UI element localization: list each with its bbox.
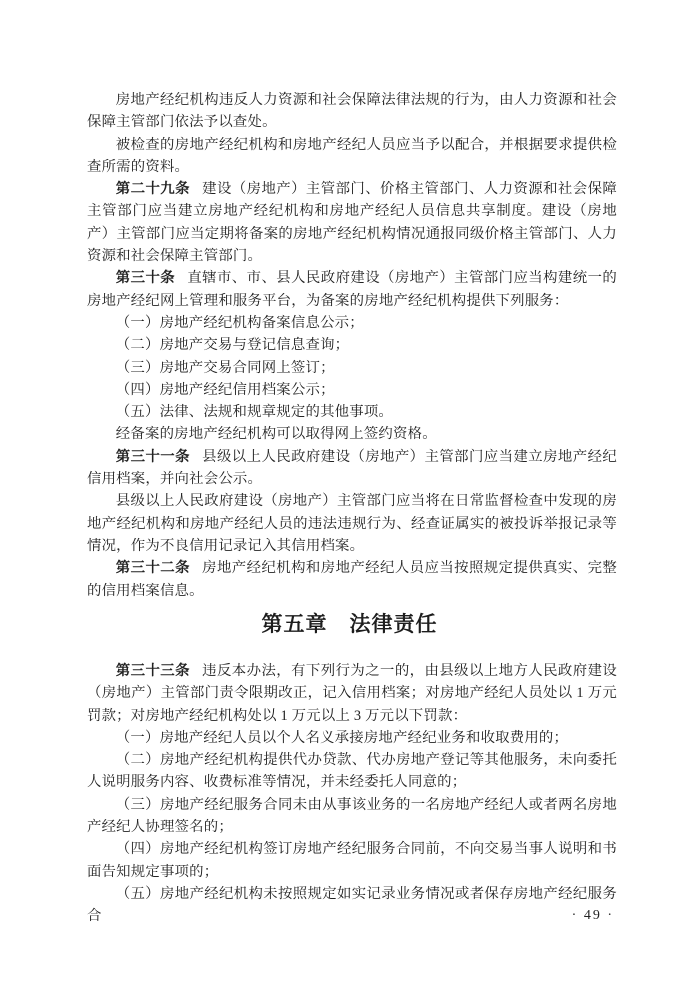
paragraph-text: （二）房地产经纪机构提供代办贷款、代办房地产登记等其他服务，未向委托人说明服务内容、收费标准等情况，并未经委托人同意的； [87, 752, 617, 791]
article-number: 第三十三条 [115, 663, 190, 679]
paragraph-text: （五）房地产经纪机构未按照规定如实记录业务情况或者保存房地产经纪服务合 [87, 885, 617, 925]
article-paragraph [87, 446, 617, 491]
body-paragraph [87, 334, 617, 356]
article-number: 第三十条 [115, 270, 176, 287]
paragraph-text: （一）房地产经纪机构备案信息公示； [115, 314, 364, 331]
paragraph-text: （三）房地产经纪服务合同未由从事该业务的一名房地产经纪人或者两名房地产经纪人协理签名的； [87, 796, 617, 836]
document-section-after-heading [87, 660, 617, 928]
paragraph-text: 违反本办法，有下列行为之一的，由县级以上地方人民政府建设（房地产）主管部门责令限期改正，记入信用档案；对房地产经纪人员处以 1 万元罚款；对房地产经纪机构处以 1 万元以上 3 万元以下罚款： [87, 663, 617, 724]
body-paragraph [87, 379, 617, 401]
paragraph-text: （四）房地产经纪机构签订房地产经纪服务合同前，不向交易当事人说明和书面告知规定事项的； [87, 841, 617, 880]
body-paragraph [87, 883, 617, 928]
article-number: 第三十二条 [115, 560, 190, 577]
body-paragraph [87, 749, 617, 794]
article-paragraph [87, 660, 617, 727]
paragraph-text: （三）房地产交易合同网上签订； [115, 359, 335, 376]
body-paragraph [87, 134, 617, 179]
article-number: 第三十一条 [115, 448, 190, 465]
paragraph-text: 县级以上人民政府建设（房地产）主管部门应当将在日常监督检查中发现的房地产经纪机构和房地产经纪人员的违法违规行为、经查证属实的被投诉举报记录等情况，作为不良信用记录记入其信用档案。 [87, 493, 617, 554]
article-paragraph [87, 267, 617, 312]
body-paragraph [87, 490, 617, 557]
body-paragraph [87, 423, 617, 445]
paragraph-text: 被检查的房地产经纪机构和房地产经纪人员应当予以配合，并根据要求提供检查所需的资料。 [87, 136, 617, 175]
body-paragraph [87, 794, 617, 839]
body-paragraph [87, 838, 617, 883]
paragraph-text: 房地产经纪机构违反人力资源和社会保障法律法规的行为，由人力资源和社会保障主管部门依法予以查处。 [87, 92, 617, 131]
article-number: 第二十九条 [115, 181, 190, 198]
paragraph-text: （五）法律、法规和规章规定的其他事项。 [115, 404, 394, 421]
paragraph-text: （一）房地产经纪人员以个人名义承接房地产经纪业务和收取费用的； [115, 729, 569, 746]
paragraph-text: 房地产经纪机构和房地产经纪人员应当按照规定提供真实、完整的信用档案信息。 [87, 560, 617, 599]
paragraph-text: （四）房地产经纪信用档案公示； [115, 381, 335, 398]
body-paragraph [87, 401, 617, 423]
body-paragraph [87, 89, 617, 134]
body-paragraph [87, 357, 617, 379]
document-section-before-heading [87, 89, 617, 602]
body-paragraph [87, 727, 617, 749]
body-paragraph [87, 312, 617, 334]
paragraph-text: 经备案的房地产经纪机构可以取得网上签约资格。 [115, 426, 437, 443]
page-number: · 49 · [571, 908, 614, 923]
chapter-heading: 第五章 法律责任 [261, 613, 438, 636]
article-paragraph [87, 178, 617, 267]
paragraph-text: 直辖市、市、县人民政府建设（房地产）主管部门应当构建统一的房地产经纪网上管理和服务平台，为备案的房地产经纪机构提供下列服务： [87, 270, 617, 309]
paragraph-text: 县级以上人民政府建设（房地产）主管部门应当建立房地产经纪信用档案，并向社会公示。 [87, 448, 617, 488]
paragraph-text: （二）房地产交易与登记信息查询； [115, 337, 350, 354]
article-paragraph [87, 557, 617, 602]
paragraph-text: 建设（房地产）主管部门、价格主管部门、人力资源和社会保障主管部门应当建立房地产经纪机构和房地产经纪人员信息共享制度。建设（房地产）主管部门应当定期将备案的房地产经纪机构情况通报同级价格主管部门、人力资源和社会保障主管部门。 [87, 181, 617, 265]
